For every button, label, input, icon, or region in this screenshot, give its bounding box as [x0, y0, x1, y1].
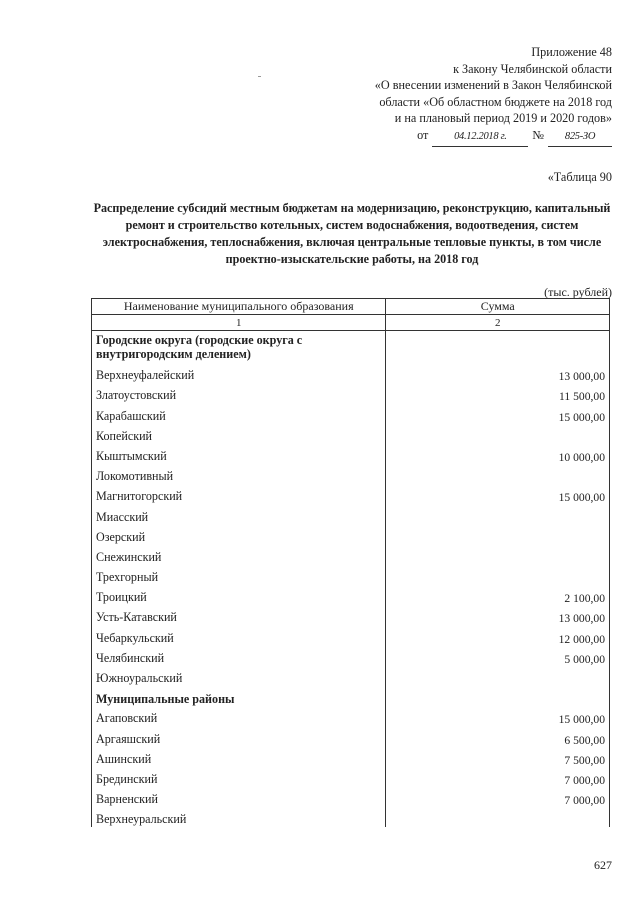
table-row	[92, 787, 610, 807]
subsidy-amount: 7 000,00	[386, 767, 610, 787]
table-row	[92, 747, 610, 767]
subsidy-amount	[386, 666, 610, 686]
header-line: к Закону Челябинской области	[453, 61, 612, 76]
column-header-sum: Сумма	[386, 299, 610, 315]
table-row	[92, 403, 610, 423]
appendix-header	[192, 44, 612, 147]
subsidy-amount: 5 000,00	[386, 646, 610, 666]
page-number: 627	[594, 858, 612, 872]
municipality-name: Локомотивный	[92, 464, 386, 484]
table-row	[92, 565, 610, 585]
date-prefix: от	[417, 127, 429, 142]
subsidy-amount: 15 000,00	[386, 403, 610, 423]
municipality-name: Златоустовский	[92, 383, 386, 403]
municipality-name: Карабашский	[92, 403, 386, 423]
municipality-name: Варненский	[92, 787, 386, 807]
table-row	[92, 464, 610, 484]
table-row	[92, 625, 610, 645]
header-line: и на плановый период 2019 и 2020 годов»	[394, 111, 612, 126]
table-row	[92, 767, 610, 787]
table-row	[92, 726, 610, 746]
municipality-name: Брединский	[92, 767, 386, 787]
group-sum-cell	[386, 686, 610, 706]
number-sign: №	[532, 127, 544, 142]
municipality-name: Челябинский	[92, 646, 386, 666]
subsidy-amount: 7 000,00	[386, 787, 610, 807]
header-line: Приложение 48	[531, 45, 612, 59]
table-row	[92, 444, 610, 464]
municipality-name: Магнитогорский	[92, 484, 386, 504]
municipality-name: Ашинский	[92, 747, 386, 767]
subsidy-amount: 6 500,00	[386, 726, 610, 746]
municipality-name: Трехгорный	[92, 565, 386, 585]
table-row	[92, 646, 610, 666]
column-header-name: Наименование муниципального образования	[92, 299, 386, 315]
column-number: 1	[92, 315, 386, 331]
subsidy-amount: 2 100,00	[386, 585, 610, 605]
municipality-name: Озерский	[92, 525, 386, 545]
law-date: 04.12.2018 г.	[432, 129, 528, 147]
header-line: области «Об областном бюджете на 2018 год	[379, 94, 612, 109]
municipality-name: Миасский	[92, 504, 386, 524]
table-row	[92, 545, 610, 565]
group-title: Городские округа (городские округа с внутригородским делением)	[92, 331, 386, 364]
law-number: 825-ЗО	[548, 129, 612, 147]
municipality-name: Снежинский	[92, 545, 386, 565]
municipality-name: Верхнеуфалейский	[92, 363, 386, 383]
municipality-name: Чебаркульский	[92, 625, 386, 645]
header-line: «О внесении изменений в Закон Челябинской	[374, 78, 612, 93]
subsidy-amount	[386, 565, 610, 585]
table-row	[92, 807, 610, 827]
subsidy-amount: 7 500,00	[386, 747, 610, 767]
subsidy-amount: 15 000,00	[386, 484, 610, 504]
table-row	[92, 363, 610, 383]
table-reference: «Таблица 90	[547, 170, 612, 184]
group-sum-cell	[386, 331, 610, 364]
municipality-name: Аргаяшский	[92, 726, 386, 746]
table-row	[92, 706, 610, 726]
subsidy-amount: 13 000,00	[386, 363, 610, 383]
subsidy-amount	[386, 464, 610, 484]
group-header-row	[92, 686, 610, 706]
table-row	[92, 666, 610, 686]
municipality-name: Троицкий	[92, 585, 386, 605]
units-label: (тыс. рублей)	[544, 285, 612, 299]
column-number-row	[92, 315, 610, 331]
table-header-row	[92, 299, 610, 315]
law-date-number	[192, 127, 612, 147]
table-row	[92, 484, 610, 504]
municipality-name: Копейский	[92, 424, 386, 444]
subsidy-amount	[386, 504, 610, 524]
municipality-name: Кыштымский	[92, 444, 386, 464]
subsidy-amount	[386, 545, 610, 565]
table-row	[92, 585, 610, 605]
group-title: Муниципальные районы	[92, 686, 386, 706]
column-number: 2	[386, 315, 610, 331]
table-row	[92, 424, 610, 444]
document-title: Распределение субсидий местным бюджетам на модернизацию, реконструкцию, капитальный ремонт и строительство котельных, систем водоснабжения, водоотведения, систем электроснабжения, теплоснабжения, включая центральные тепловые пункты, в том числе проектно-изыскательские работы, на 2018 год	[93, 201, 611, 266]
municipality-name: Агаповский	[92, 706, 386, 726]
group-header-row	[92, 331, 610, 364]
subsidy-amount: 10 000,00	[386, 444, 610, 464]
table-row	[92, 605, 610, 625]
table-row	[92, 504, 610, 524]
subsidy-amount: 12 000,00	[386, 625, 610, 645]
subsidy-amount: 11 500,00	[386, 383, 610, 403]
subsidy-amount	[386, 424, 610, 444]
subsidy-amount	[386, 525, 610, 545]
subsidy-amount: 13 000,00	[386, 605, 610, 625]
table-row	[92, 525, 610, 545]
subsidy-amount	[386, 807, 610, 827]
subsidy-table	[91, 298, 610, 827]
subsidy-amount: 15 000,00	[386, 706, 610, 726]
municipality-name: Южноуральский	[92, 666, 386, 686]
municipality-name: Верхнеуральский	[92, 807, 386, 827]
municipality-name: Усть-Катавский	[92, 605, 386, 625]
table-row	[92, 383, 610, 403]
